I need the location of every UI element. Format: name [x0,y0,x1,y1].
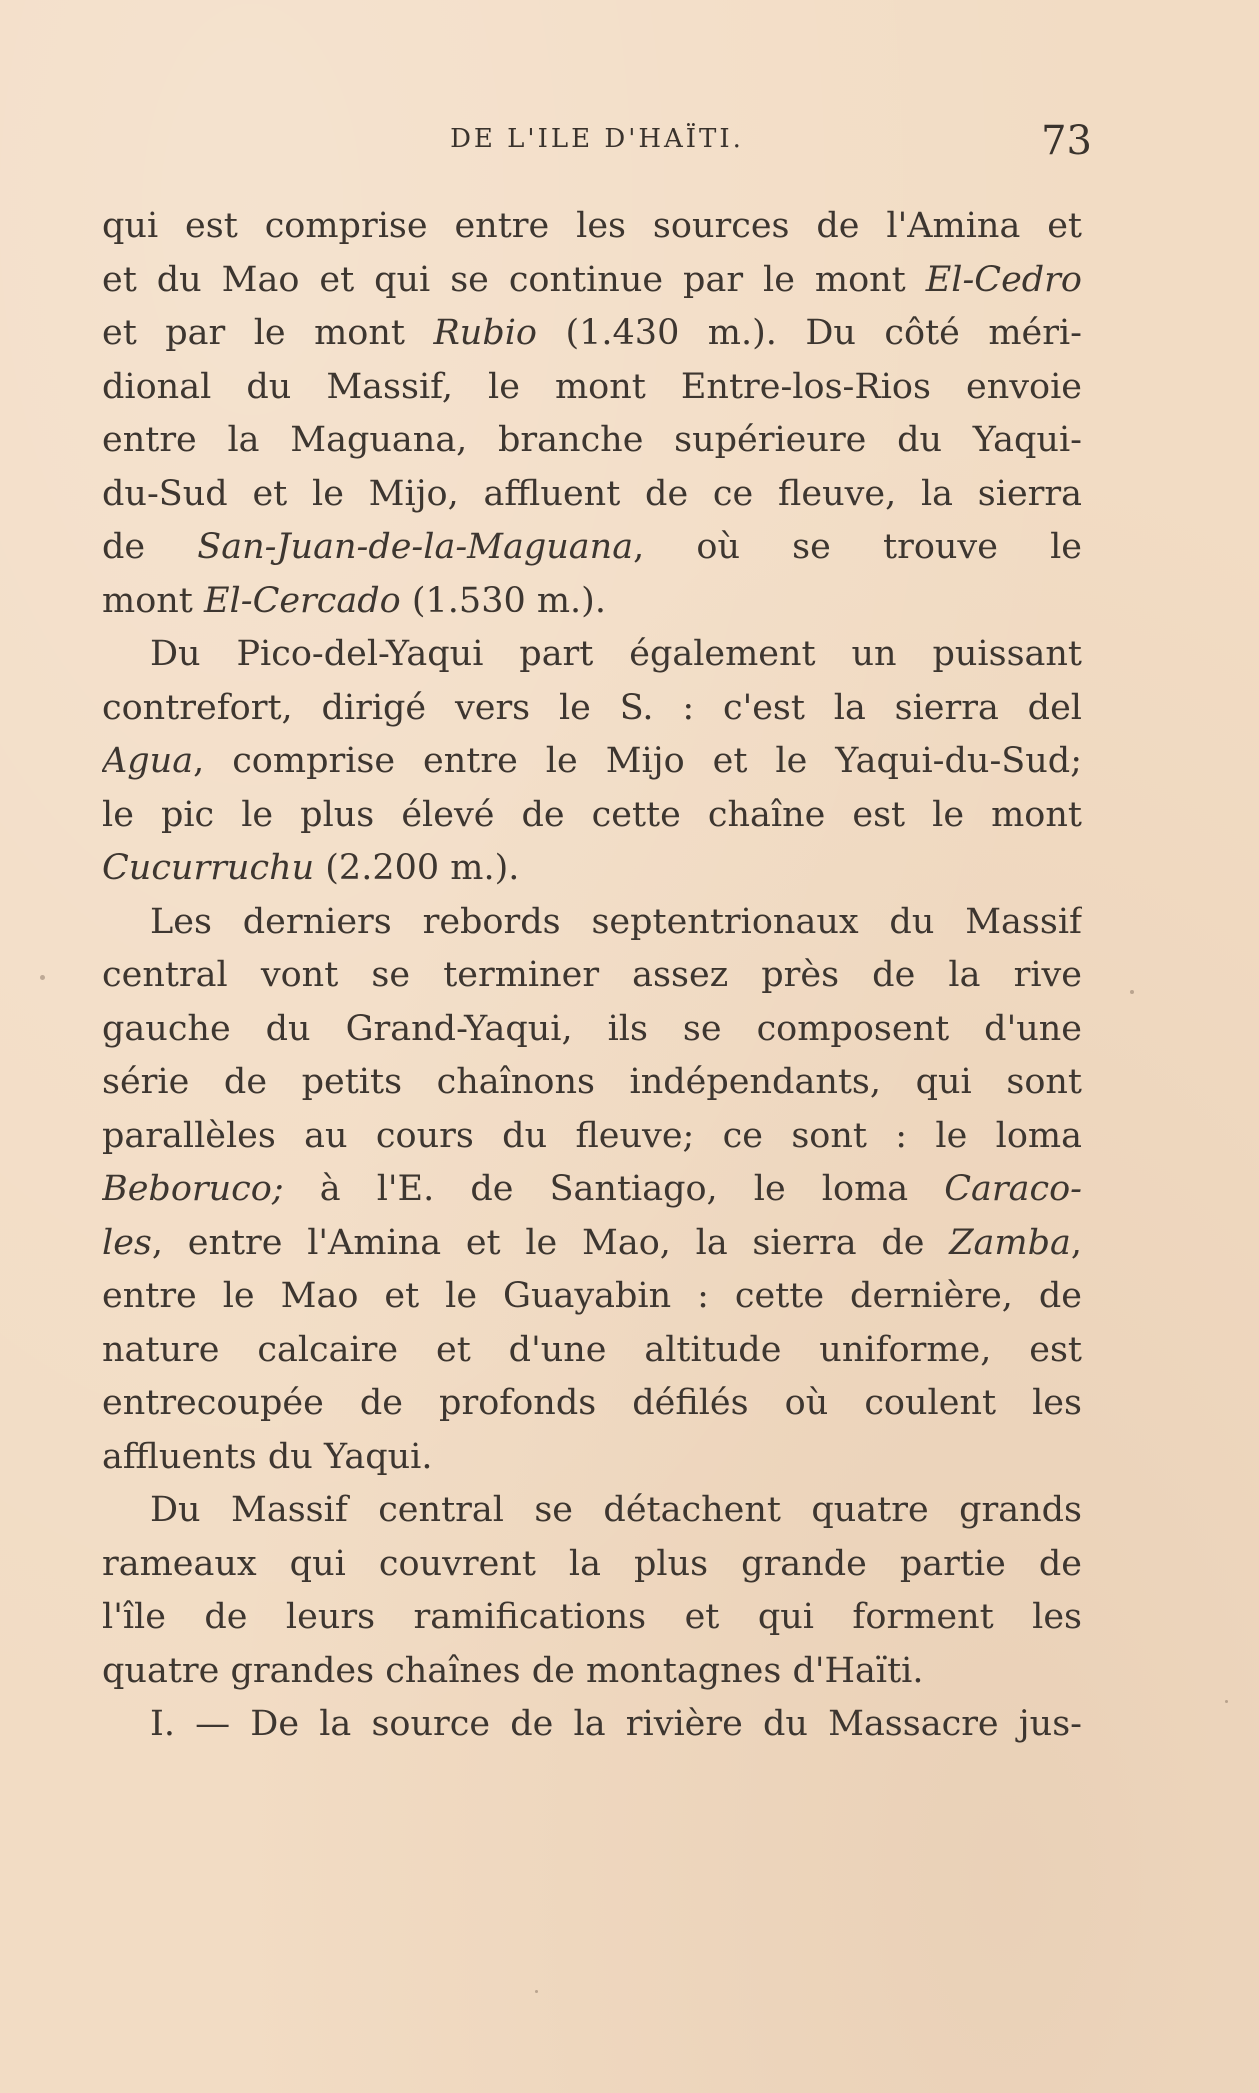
paper-speck [40,975,45,980]
text-line: Du Massif central se détachent quatre grands [150,1490,1082,1530]
text-line: entre la Maguana, branche supérieure du Yaqui- [102,420,1082,460]
paper-speck [1225,1700,1228,1703]
text-line: et du Mao et qui se continue par le mont El-Cedro [102,259,1082,300]
running-title: DE L'ILE D'HAÏTI. [450,124,744,154]
text-line: affluents du Yaqui. [102,1436,433,1477]
text-line: Du Pico-del-Yaqui part également un puissant [150,634,1082,674]
text-line: dional du Massif, le mont Entre-los-Rios envoie [102,366,1082,407]
text-line: quatre grandes chaînes de montagnes d'Haïti. [102,1650,924,1691]
text-line: nature calcaire et d'une altitude uniforme, est [102,1329,1082,1370]
text-line: parallèles au cours du fleuve; ce sont : le loma [102,1115,1082,1156]
text-line: mont El-Cercado (1.530 m.). [102,580,606,621]
running-head [102,118,1092,168]
text-line: gauche du Grand-Yaqui, ils se composent d'une [102,1008,1082,1049]
page-number: 73 [1041,118,1092,164]
text-line: Les derniers rebords septentrionaux du Massif [150,901,1082,942]
text-line: de San-Juan-de-la-Maguana, où se trouve le [102,527,1082,567]
text-line: rameaux qui couvrent la plus grande partie de [102,1543,1082,1584]
text-line: l'île de leurs ramifications et qui forment les [102,1597,1082,1637]
paper-speck [1130,990,1134,994]
text-line: Agua, comprise entre le Mijo et le Yaqui-du-Sud; [102,741,1082,781]
text-line: série de petits chaînons indépendants, qui sont [102,1062,1082,1102]
text-line: central vont se terminer assez près de la rive [102,955,1082,995]
text-line: I. — De la source de la rivière du Massacre jus- [150,1704,1082,1744]
body-text [102,200,1082,1752]
text-line: le pic le plus élevé de cette chaîne est le mont [102,794,1082,835]
text-line: du-Sud et le Mijo, affluent de ce fleuve, la sierra [102,473,1082,514]
paper-speck [535,1990,538,1993]
text-line: Cucurruchu (2.200 m.). [102,848,520,888]
text-line: les, entre l'Amina et le Mao, la sierra de Zamba, [102,1222,1082,1263]
text-line: qui est comprise entre les sources de l'Amina et [102,206,1082,246]
text-line: contrefort, dirigé vers le S. : c'est la sierra del [102,687,1082,728]
text-line: entre le Mao et le Guayabin : cette dernière, de [102,1276,1082,1316]
text-line: Beboruco; à l'E. de Santiago, le loma Caraco- [102,1169,1082,1209]
text-line: et par le mont Rubio (1.430 m.). Du côté méri- [102,313,1082,353]
text-line: entrecoupée de profonds défilés où coulent les [102,1383,1082,1423]
